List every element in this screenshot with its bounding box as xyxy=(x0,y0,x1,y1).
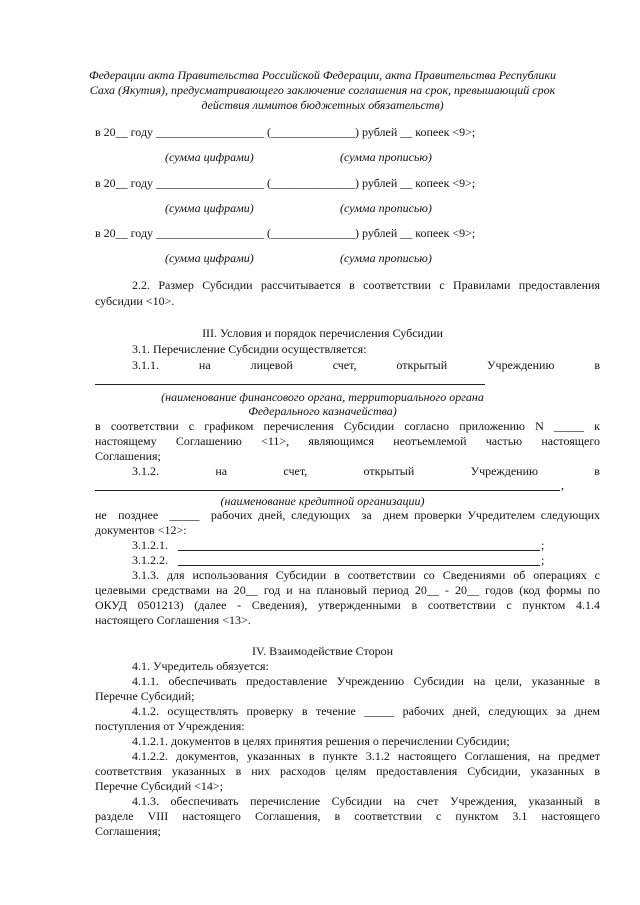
paragraph-4-1-3-line-3: Соглашения; xyxy=(95,824,161,838)
word: счет, xyxy=(332,358,357,372)
amount-caption-digits-2: (сумма цифрами) xyxy=(165,201,254,215)
word: открытый xyxy=(363,464,415,478)
paragraph-4-1-2-2-line-2: соответствия указанных в них расходов целям предоставления Субсидии, указанных в xyxy=(95,764,600,778)
paragraph-3-1-1-cont-3: Соглашения; xyxy=(95,449,161,463)
word: открытый xyxy=(396,358,448,372)
amount-caption-digits-3: (сумма цифрами) xyxy=(165,251,254,265)
amount-line-1: в 20__ году __________________ (______________) рублей __ копеек <9>; xyxy=(95,125,476,139)
header-line-1: Федерации акта Правительства Российской Федерации, акта Правительства Республики xyxy=(88,68,557,82)
header-line-2: Саха (Якутия), предусматривающего заключение соглашения на срок, превышающий срок xyxy=(89,83,556,97)
word: на xyxy=(198,358,211,372)
amount-line-2: в 20__ году __________________ (______________) рублей __ копеек <9>; xyxy=(95,176,476,190)
paragraph-3-1-1-cont-2: настоящему Соглашению <11>, являющимся неотъемлемой частью настоящего xyxy=(95,434,600,448)
paragraph-3-1-3-line-2: целевыми средствами на 20__ год и на плановый период 20__ - 20__ годов (код формы по xyxy=(95,583,600,597)
header-line-3: действия лимитов бюджетных обязательств) xyxy=(201,98,444,112)
paragraph-3-1-3-line-1: 3.1.3. для использования Субсидии в соответствии со Сведениями об операциях с xyxy=(132,568,600,582)
word: в xyxy=(594,358,601,372)
section-4-title: IV. Взаимодействие Сторон xyxy=(251,644,394,658)
paragraph-3-1-3-line-4: настоящего Соглашения <13>. xyxy=(95,613,251,627)
paragraph-4-1-1-line-1: 4.1.1. обеспечивать предоставление Учреждению Субсидии на цели, указанные в xyxy=(132,674,600,688)
word: Учреждению xyxy=(487,358,555,372)
word: счет, xyxy=(283,464,308,478)
section-3-title: III. Условия и порядок перечисления Субсидии xyxy=(202,326,443,340)
amount-caption-digits-1: (сумма цифрами) xyxy=(165,150,254,164)
paragraph-3-1: 3.1. Перечисление Субсидии осуществляется: xyxy=(132,342,367,356)
paragraph-2-2-line-1: 2.2. Размер Субсидии рассчитывается в соответствии с Правилами предоставления xyxy=(132,278,600,292)
paragraph-4-1-2-line-1: 4.1.2. осуществлять проверку в течение _____ рабочих дней, следующих за днем xyxy=(132,704,600,718)
caption-credit-organization: (наименование кредитной организации) xyxy=(220,494,425,508)
paragraph-4-1-2-1: 4.1.2.1. документов в целях принятия решения о перечислении Субсидии; xyxy=(132,734,510,748)
comma: , xyxy=(561,478,564,492)
blank-line-financial-organ xyxy=(95,384,485,385)
paragraph-3-1-2-line xyxy=(132,464,600,478)
paragraph-3-1-2-cont-1: не позднее _____ рабочих дней, следующих за днем проверки Учредителем следующих xyxy=(95,508,600,522)
paragraph-4-1-3-line-1: 4.1.3. обеспечивать перечисление Субсидии на счет Учреждения, указанный в xyxy=(132,794,600,808)
item-3-1-2-2: 3.1.2.2. xyxy=(132,553,168,567)
blank-line-credit-organization xyxy=(95,490,560,491)
paragraph-3-1-2-cont-2: документов <12>: xyxy=(95,523,187,537)
item-3-1-2-1: 3.1.2.1. xyxy=(132,538,168,552)
word: Учреждению xyxy=(470,464,538,478)
paragraph-3-1-1-cont-1: в соответствии с графиком перечисления Субсидии согласно приложению N _____ к xyxy=(95,419,600,433)
paragraph-4-1: 4.1. Учредитель обязуется: xyxy=(132,659,269,673)
paragraph-4-1-3-line-2: разделе VIII настоящего Соглашения, в соответствии с пунктом 3.1 настоящего xyxy=(95,809,600,823)
caption-financial-organ-1: (наименование финансового органа, территориального органа xyxy=(161,390,484,404)
paragraph-3-1-3-line-3: ОКУД 0501213) (далее - Сведения), утвержденными в соответствии с пунктом 4.1.4 xyxy=(95,598,600,612)
semicolon: ; xyxy=(541,553,545,567)
paragraph-4-1-2-2-line-3: Перечне Субсидий <14>; xyxy=(95,779,224,793)
word: 3.1.2. xyxy=(132,464,159,478)
amount-caption-words-3: (сумма прописью) xyxy=(340,251,432,265)
caption-financial-organ-2: Федерального казначейства) xyxy=(248,404,397,418)
amount-caption-words-1: (сумма прописью) xyxy=(340,150,432,164)
paragraph-2-2-line-2: субсидии <10>. xyxy=(95,294,175,308)
word: на xyxy=(215,464,228,478)
word: лицевой xyxy=(250,358,293,372)
blank-line-3-1-2-2 xyxy=(178,565,540,566)
paragraph-4-1-1-line-2: Перечне Субсидий; xyxy=(95,689,195,703)
semicolon: ; xyxy=(541,538,545,552)
word: 3.1.1. xyxy=(132,358,159,372)
word: в xyxy=(594,464,600,478)
paragraph-4-1-2-line-2: поступления от Учреждения: xyxy=(95,719,245,733)
paragraph-3-1-1-line xyxy=(132,358,600,372)
amount-line-3: в 20__ году __________________ (______________) рублей __ копеек <9>; xyxy=(95,226,476,240)
blank-line-3-1-2-1 xyxy=(178,550,540,551)
amount-caption-words-2: (сумма прописью) xyxy=(340,201,432,215)
paragraph-4-1-2-2-line-1: 4.1.2.2. документов, указанных в пункте 3.1.2 настоящего Соглашения, на предмет xyxy=(132,749,600,763)
